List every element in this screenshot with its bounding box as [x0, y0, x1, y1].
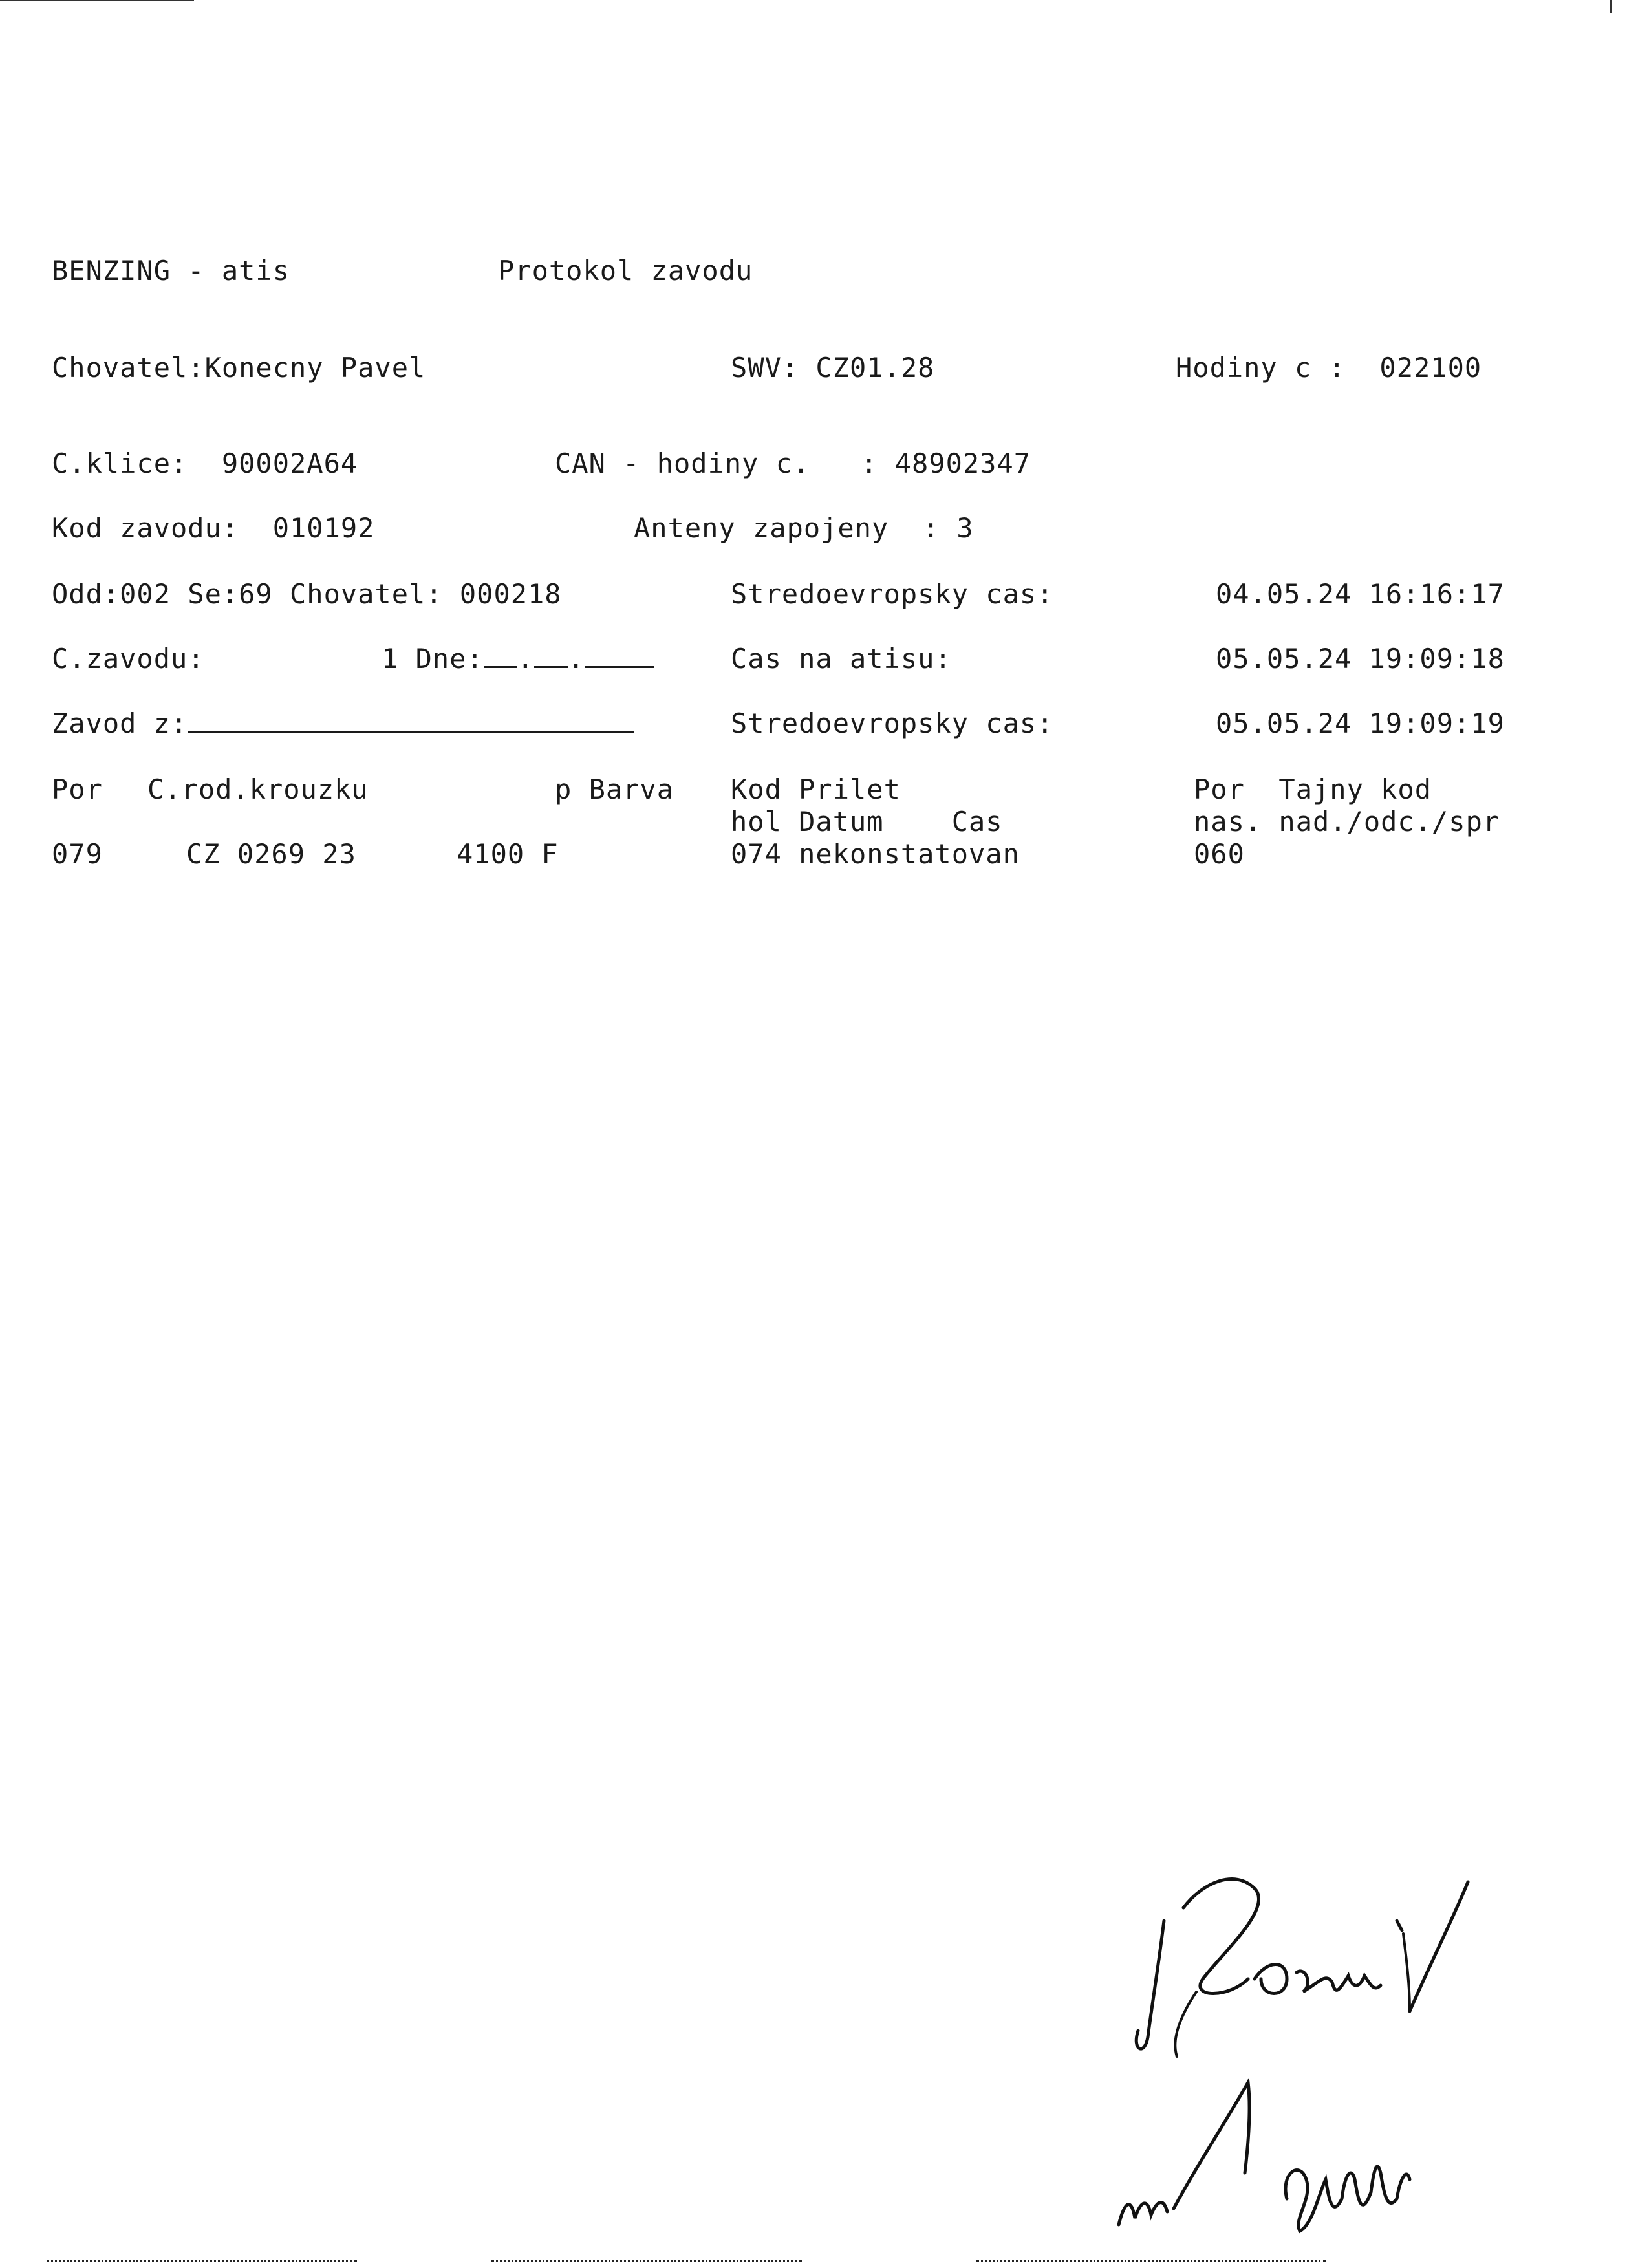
cet-label-start: Stredoevropsky cas: — [731, 578, 1054, 610]
software-version: SWV: CZ01.28 — [731, 352, 935, 383]
race-number-date — [382, 643, 654, 675]
year-blank — [585, 644, 654, 668]
column-header-color: p Barva — [555, 773, 674, 805]
column-header-nas: nas. nad./odc./spr — [1194, 806, 1500, 837]
antennas-connected: Anteny zapojeny : 3 — [634, 512, 974, 544]
key-number: C.klice: 90002A64 — [52, 448, 358, 479]
section-breeder-id: Odd:002 Se:69 Chovatel: 000218 — [52, 578, 562, 610]
race-number-label: C.zavodu: — [52, 643, 205, 675]
signature-line-left — [47, 2260, 357, 2262]
date-separator: . — [517, 643, 535, 675]
row-color: 4100 F — [457, 838, 559, 870]
cet-label-end: Stredoevropsky cas: — [731, 707, 1054, 739]
race-from-label: Zavod z: — [52, 707, 188, 739]
scan-corner-mark — [1610, 0, 1612, 13]
witness-signature — [1112, 2069, 1449, 2263]
row-position: 079 — [52, 838, 103, 870]
date-separator: . — [568, 643, 585, 675]
signature-line-middle — [491, 2260, 802, 2262]
column-header-ring: C.rod.krouzku — [147, 773, 369, 805]
can-clock-number: CAN - hodiny c. : 48902347 — [555, 448, 1031, 479]
signature-line-right — [976, 2260, 1326, 2262]
column-header-secret-code: Por Tajny kod — [1194, 773, 1432, 805]
cet-value-start: 04.05.24 16:16:17 — [1216, 578, 1505, 610]
race-from — [52, 708, 634, 739]
scan-edge-mark — [0, 0, 194, 1]
brand-name: BENZING - atis — [52, 255, 290, 286]
race-from-blank — [188, 709, 634, 733]
clock-number: Hodiny c : 022100 — [1176, 352, 1482, 383]
race-code: Kod zavodu: 010192 — [52, 512, 375, 544]
cet-value-end: 05.05.24 19:09:19 — [1216, 707, 1505, 739]
day-blank — [484, 644, 517, 668]
column-header-code-arrival: Kod Prilet — [731, 773, 901, 805]
column-header-position: Por — [52, 773, 103, 805]
atis-time-label: Cas na atisu: — [731, 643, 952, 675]
month-blank — [534, 644, 568, 668]
breeder-signature — [1125, 1843, 1487, 2102]
race-number-date-label: 1 Dne: — [382, 643, 484, 675]
row-arrival: 074 nekonstatovan — [731, 838, 1020, 870]
row-ring-number: CZ 0269 23 — [186, 838, 356, 870]
atis-time-value: 05.05.24 19:09:18 — [1216, 643, 1505, 675]
breeder-name: Chovatel:Konecny Pavel — [52, 352, 426, 383]
column-header-date-time: hol Datum Cas — [731, 806, 1003, 837]
row-nas: 060 — [1194, 838, 1245, 870]
document-title: Protokol zavodu — [498, 255, 753, 286]
